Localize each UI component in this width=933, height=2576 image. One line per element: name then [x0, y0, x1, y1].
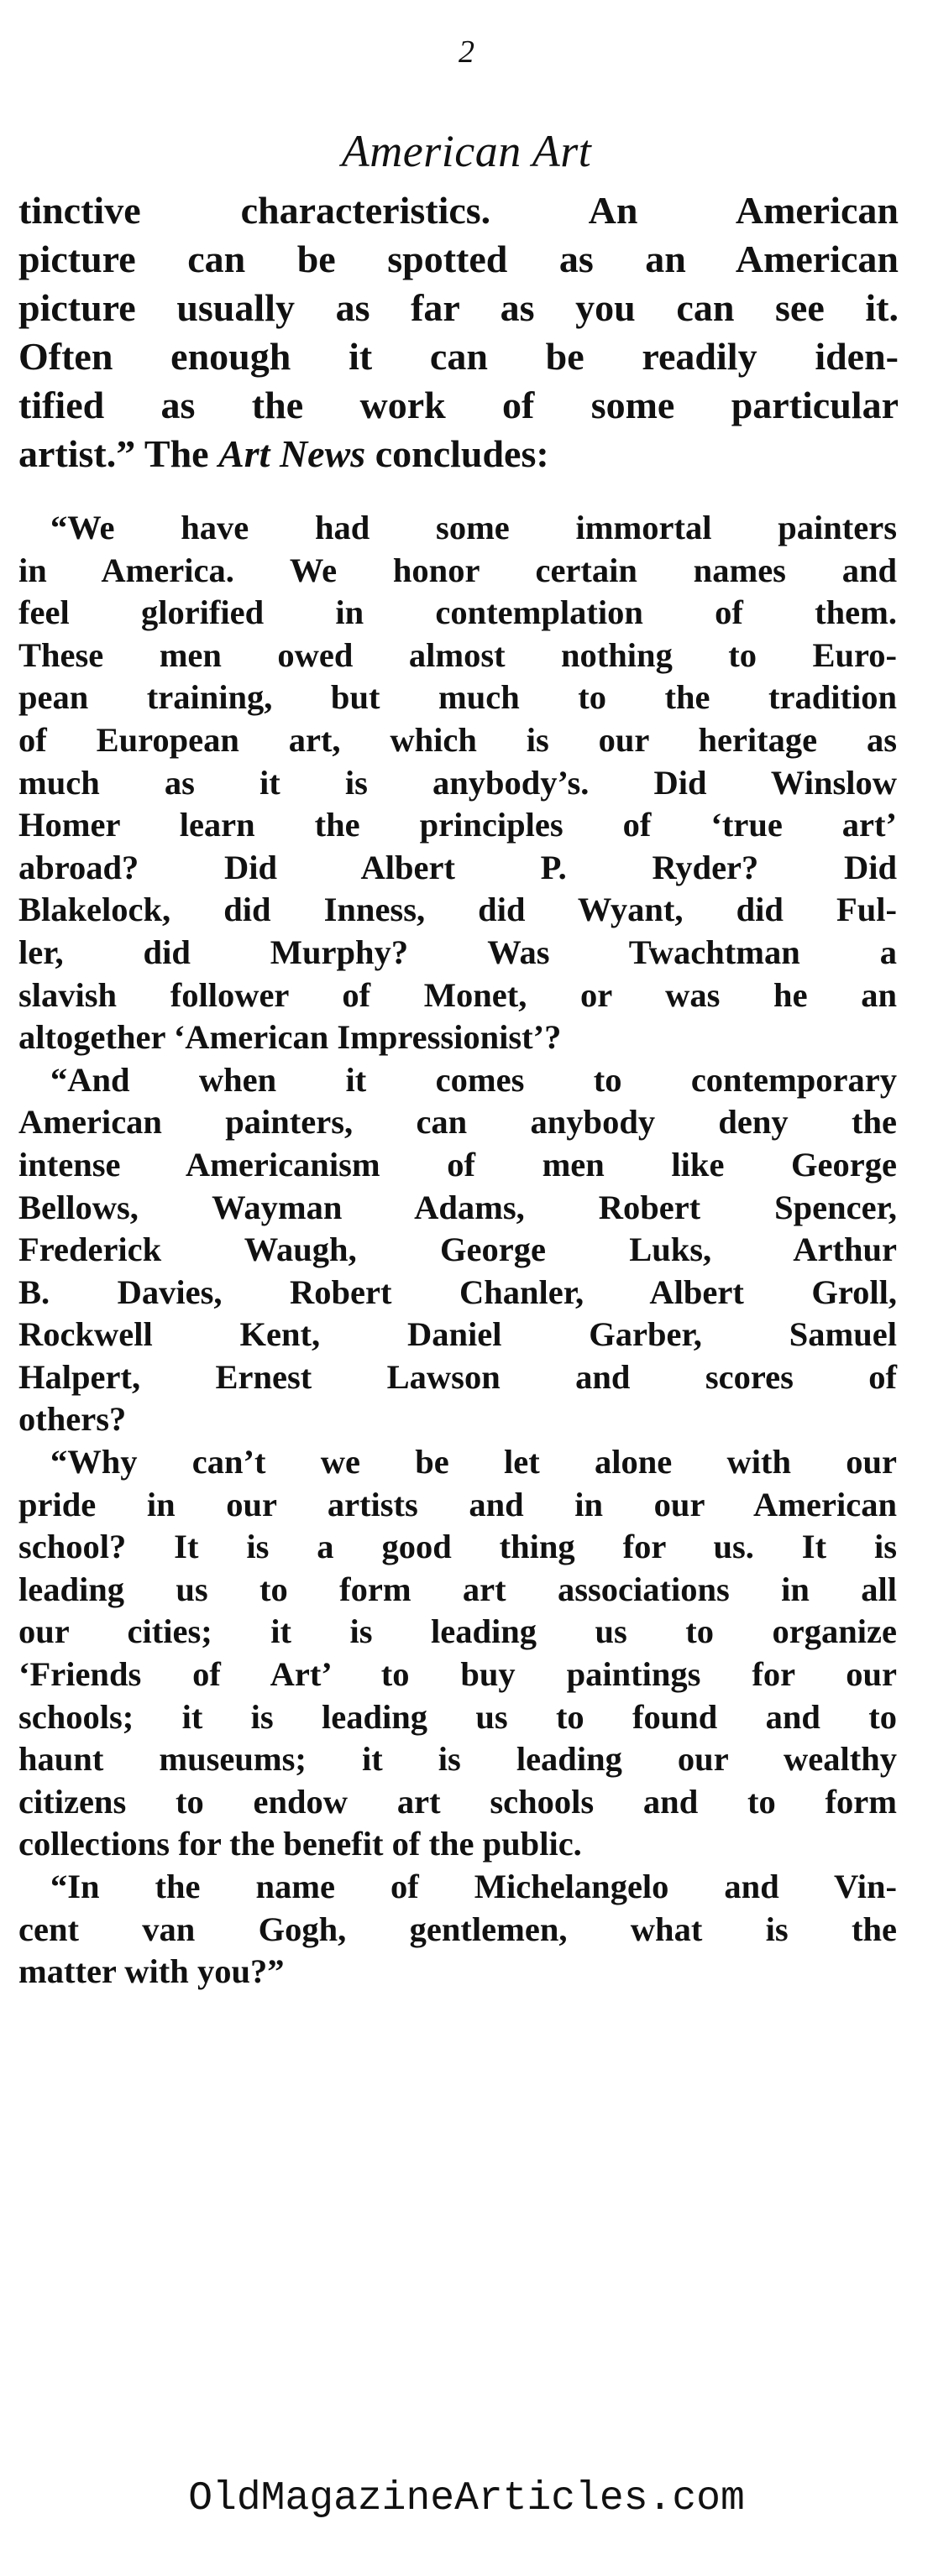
site-watermark: OldMagazineArticles.com: [188, 2476, 745, 2521]
text-line: matter with you?”: [18, 1952, 285, 1991]
text-line: cent van Gogh, gentlemen, what is the: [18, 1910, 897, 1948]
publication-title: Art News: [218, 432, 366, 475]
text-line: Blakelock, did Inness, did Wyant, did Ful-: [18, 891, 897, 929]
lead-paragraph: [18, 186, 899, 478]
text-line: Homer learn the principles of ‘true art’: [18, 806, 897, 844]
text-line: “We have had some immortal painters: [50, 509, 897, 546]
page-number: 2: [459, 34, 474, 70]
text-line: schools; it is leading us to found and to: [18, 1697, 897, 1736]
quote-paragraph: [18, 507, 897, 1059]
text-line: American painters, can anybody deny the: [18, 1103, 897, 1142]
text-line: abroad? Did Albert P. Ryder? Did: [18, 848, 897, 886]
text-line: Bellows, Wayman Adams, Robert Spencer,: [18, 1188, 897, 1226]
text-line: ‘Friends of Art’ to buy paintings for our: [18, 1655, 897, 1694]
text-line: our cities; it is leading us to organize: [18, 1612, 897, 1651]
text-line: feel glorified in contemplation of them.: [18, 593, 897, 632]
quote-paragraph: [18, 1866, 897, 1993]
text-line: “Why can’t we be let alone with our: [50, 1443, 897, 1481]
text-line: intense Americanism of men like George: [18, 1145, 897, 1183]
running-head: American Art: [341, 126, 592, 176]
text-segment: concludes:: [365, 432, 549, 475]
text-line: much as it is anybody’s. Did Winslow: [18, 763, 897, 802]
text-line: Rockwell Kent, Daniel Garber, Samuel: [18, 1315, 897, 1354]
text-line: of European art, which is our heritage as: [18, 720, 897, 759]
text-line: Frederick Waugh, George Luks, Arthur: [18, 1231, 897, 1269]
text-line: picture can be spotted as an American: [18, 238, 899, 280]
text-line: collections for the benefit of the public.: [18, 1825, 582, 1863]
text-line: These men owed almost nothing to Euro-: [18, 635, 897, 674]
text-line: pride in our artists and in our American: [18, 1485, 897, 1523]
quote-paragraph: [18, 1059, 897, 1441]
text-line: pean training, but much to the tradition: [18, 678, 897, 717]
text-line: altogether ‘American Impressionist’?: [18, 1018, 562, 1057]
text-line: slavish follower of Monet, or was he an: [18, 975, 897, 1014]
text-line: haunt museums; it is leading our wealthy: [18, 1740, 897, 1779]
text-line: Often enough it can be readily iden-: [18, 335, 899, 378]
quote-paragraph: [18, 1441, 897, 1866]
text-segment: artist.” The: [18, 432, 219, 475]
block-quote: [18, 507, 897, 1993]
text-line: B. Davies, Robert Chanler, Albert Groll,: [18, 1272, 897, 1311]
text-line: “In the name of Michelangelo and Vin-: [50, 1868, 897, 1905]
text-line: leading us to form art associations in all: [18, 1570, 897, 1608]
text-line: “And when it comes to contemporary: [50, 1060, 897, 1099]
text-line: Halpert, Ernest Lawson and scores of: [18, 1357, 897, 1396]
text-line: citizens to endow art schools and to form: [18, 1782, 897, 1821]
text-line: tinctive characteristics. An American: [18, 189, 899, 232]
text-line: others?: [18, 1400, 127, 1439]
text-line: tified as the work of some particular: [18, 384, 899, 426]
text-line: in America. We honor certain names and: [18, 551, 897, 589]
text-line: ler, did Murphy? Was Twachtman a: [18, 933, 897, 971]
text-line: [18, 430, 899, 478]
text-line: picture usually as far as you can see it.: [18, 286, 899, 329]
text-line: school? It is a good thing for us. It is: [18, 1528, 897, 1566]
